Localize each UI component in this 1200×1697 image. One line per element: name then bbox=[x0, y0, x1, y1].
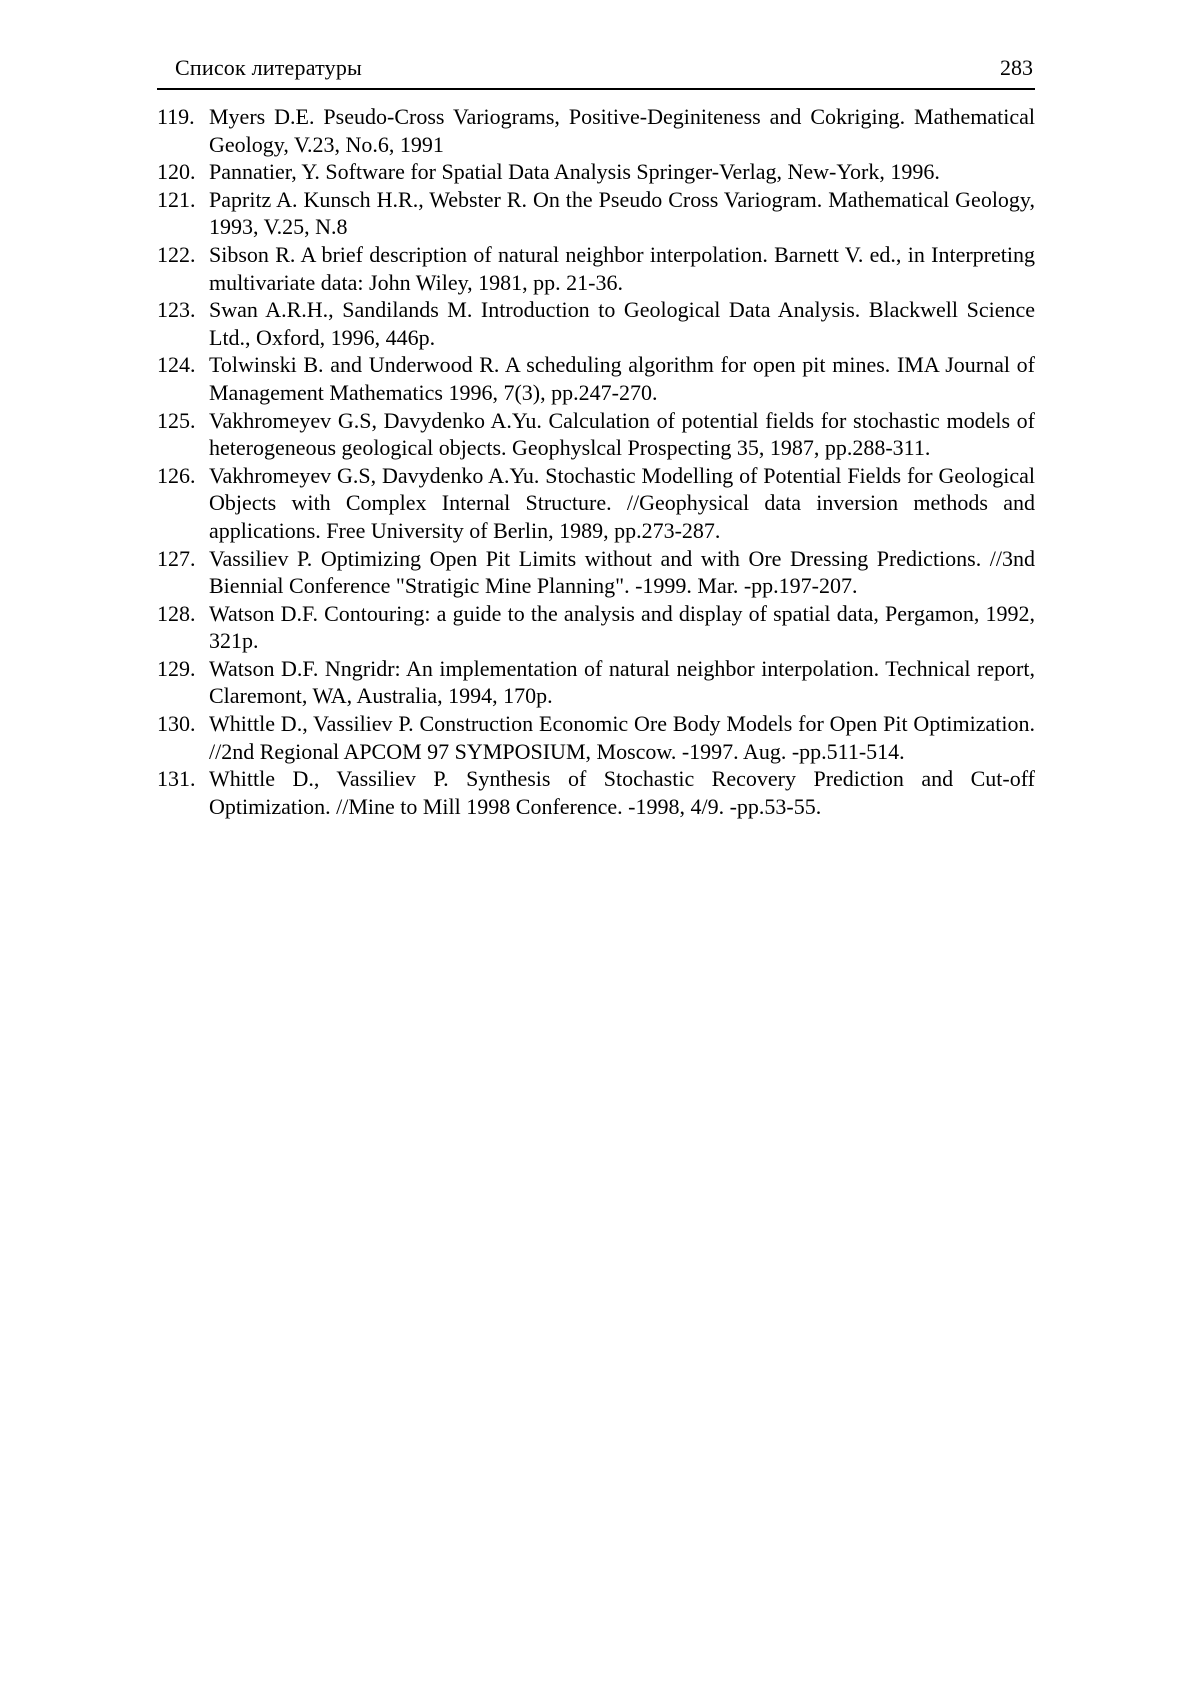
reference-item bbox=[157, 407, 1035, 462]
reference-number: 129. bbox=[157, 655, 196, 681]
reference-text: Watson D.F. Nngridr: An implementation of natural neighbor interpolation. Technical report, Claremont, WA, Australia, 1994, 170p. bbox=[209, 655, 1035, 709]
reference-item bbox=[157, 765, 1035, 820]
reference-text: Tolwinski B. and Underwood R. A scheduling algorithm for open pit mines. IMA Journal of Management Mathematics 1996, 7(3), pp.247-270. bbox=[209, 352, 1035, 405]
reference-item bbox=[157, 186, 1035, 241]
reference-number: 120. bbox=[157, 159, 196, 185]
reference-number: 121. bbox=[157, 186, 196, 212]
reference-item bbox=[157, 241, 1035, 296]
reference-number: 130. bbox=[157, 711, 196, 737]
reference-number: 123. bbox=[157, 297, 196, 323]
reference-item bbox=[157, 545, 1035, 600]
page-number: 283 bbox=[1000, 55, 1033, 80]
reference-number: 119. bbox=[157, 104, 195, 129]
reference-text: Whittle D., Vassiliev P. Construction Economic Ore Body Models for Open Pit Optimization. //2nd Regional APCOM 97 SYMPOSIUM, Moscow. -1997. Aug. -pp.511-514. bbox=[209, 711, 1035, 764]
reference-number: 128. bbox=[157, 600, 196, 626]
reference-item bbox=[157, 103, 1035, 158]
page-header-title: Список литературы bbox=[175, 55, 363, 80]
page-content bbox=[157, 55, 1035, 820]
reference-list bbox=[157, 103, 1035, 820]
reference-text: Sibson R. A brief description of natural neighbor interpolation. Barnett V. ed., in Interpreting multivariate data: John Wiley, 1981, pp. 21-36. bbox=[209, 241, 1035, 295]
reference-text: Pannatier, Y. Software for Spatial Data Analysis Springer-Verlag, New-York, 1996. bbox=[209, 159, 940, 185]
reference-number: 125. bbox=[157, 407, 196, 433]
reference-number: 122. bbox=[157, 241, 196, 267]
reference-text: Whittle D., Vassiliev P. Synthesis of Stochastic Recovery Prediction and Cut-off Optimization. //Mine to Mill 1998 Conference. -1998, 4/9. -pp.53-55. bbox=[209, 766, 1035, 819]
reference-number: 124. bbox=[157, 352, 196, 378]
reference-item bbox=[157, 600, 1035, 655]
reference-number: 131. bbox=[157, 766, 196, 792]
reference-text: Swan A.R.H., Sandilands M. Introduction to Geological Data Analysis. Blackwell Science Ltd., Oxford, 1996, 446p. bbox=[209, 297, 1035, 350]
reference-number: 127. bbox=[157, 545, 196, 571]
reference-item bbox=[157, 655, 1035, 710]
reference-text: Myers D.E. Pseudo-Cross Variograms, Positive-Deginiteness and Cokriging. Mathematical Geology, V.23, No.6, 1991 bbox=[209, 104, 1035, 157]
reference-item bbox=[157, 462, 1035, 545]
reference-text: Vassiliev P. Optimizing Open Pit Limits without and with Ore Dressing Predictions. //3nd Biennial Conference "Stratigic Mine Planning". -1999. Mar. -pp.197-207. bbox=[209, 545, 1035, 599]
reference-text: Vakhromeyev G.S, Davydenko A.Yu. Calculation of potential fields for stochastic models of heterogeneous geological objects. Geophyslcal Prospecting 35, 1987, pp.288-311. bbox=[209, 407, 1035, 461]
reference-item bbox=[157, 158, 1035, 186]
reference-number: 126. bbox=[157, 462, 196, 488]
reference-item bbox=[157, 710, 1035, 765]
reference-item bbox=[157, 296, 1035, 351]
reference-text: Papritz A. Kunsch H.R., Webster R. On the Pseudo Cross Variogram. Mathematical Geology, 1993, V.25, N.8 bbox=[209, 186, 1035, 240]
reference-text: Vakhromeyev G.S, Davydenko A.Yu. Stochastic Modelling of Potential Fields for Geological Objects with Complex Internal Structure. //Geophysical data inversion methods and applications. Free University of Berlin, 1989, pp.273-287. bbox=[209, 462, 1035, 543]
page-header bbox=[157, 55, 1035, 90]
reference-item bbox=[157, 351, 1035, 406]
reference-text: Watson D.F. Contouring: a guide to the analysis and display of spatial data, Pergamon, 1992, 321p. bbox=[209, 600, 1035, 654]
